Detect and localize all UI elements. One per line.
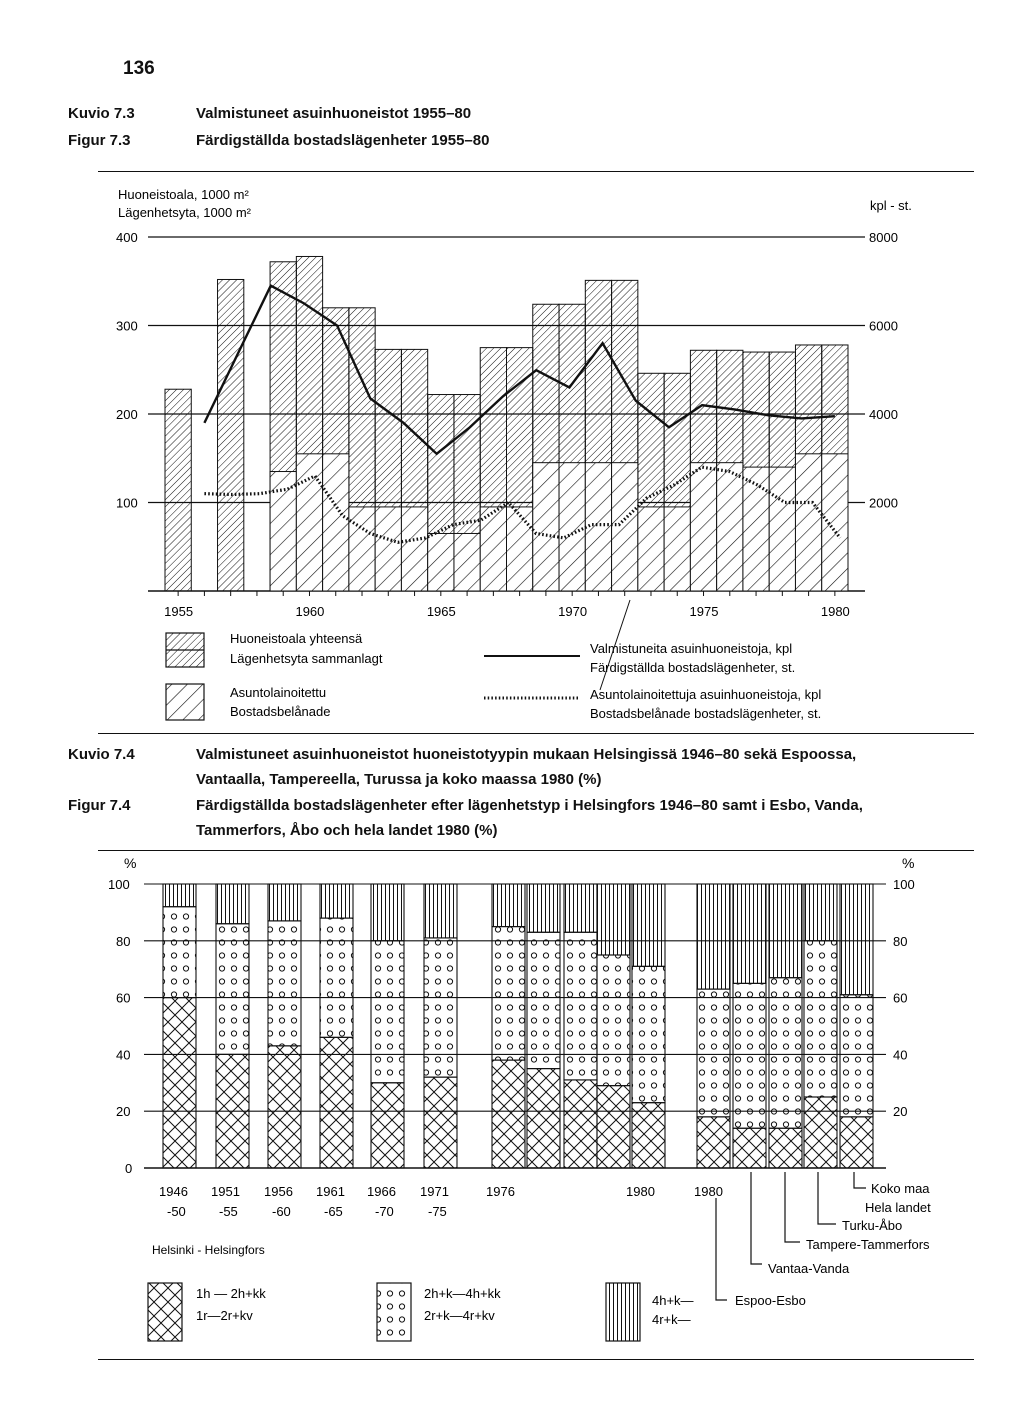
chart2-bar-large: [564, 884, 597, 932]
chart2-ytick-left: 20: [116, 1104, 131, 1120]
legend-dot-sv: Bostadsbelånade bostadslägenheter, st.: [590, 706, 822, 721]
legend-medium-2: 2r+k—4r+kv: [424, 1308, 495, 1323]
chart2-bar-medium: [424, 938, 457, 1077]
chart1-xtick-label: 1970: [558, 604, 588, 619]
chart2-bar-large: [632, 884, 665, 966]
region-koko-1: Koko maa: [871, 1181, 930, 1196]
chart2-bar-small: [527, 1069, 560, 1168]
region-turku: Turku-Åbo: [842, 1218, 903, 1233]
chart2-ytick-left: 40: [116, 1047, 131, 1063]
legend-line-sv: Färdigställda bostadslägenheter, st.: [590, 660, 796, 675]
legend-area-sv: Lägenhetsyta sammanlagt: [230, 651, 383, 666]
chart2-bar-medium: [492, 927, 525, 1060]
chart2-period-label-2: -75: [428, 1204, 447, 1219]
chart2-bar-small: [216, 1054, 249, 1168]
chart2-ytick-right: 60: [893, 990, 908, 1006]
figure-7-3-title-fi: Valmistuneet asuinhuoneistot 1955–80: [196, 105, 472, 122]
figure-7-3-label-fi: Kuvio 7.3: [68, 105, 135, 122]
chart1-ytick-right: 8000: [869, 230, 898, 245]
chart2-period-label: 1980: [626, 1184, 655, 1199]
chart2-bar-small: [371, 1083, 404, 1168]
chart2-bar-small: [320, 1037, 353, 1168]
chart2-bar-medium: [320, 918, 353, 1037]
legend-large-1: 4h+k—: [652, 1293, 694, 1308]
chart2-bar-large: [216, 884, 249, 924]
chart2-bar-large: [597, 884, 630, 955]
chart2-ytick-left: 100: [108, 877, 130, 892]
chart2-period-label-2: -60: [272, 1204, 291, 1219]
chart2-period-label: 1951: [211, 1184, 240, 1199]
chart2-bar-small: [163, 998, 196, 1168]
legend-large-swatch: [606, 1283, 640, 1341]
chart2-bar-small: [697, 1117, 730, 1168]
chart2-period-label: 1956: [264, 1184, 293, 1199]
chart2-bar-large: [371, 884, 404, 941]
chart2-bar-small: [632, 1103, 665, 1168]
chart2-bar-small: [268, 1046, 301, 1168]
chart2-bar-medium: [564, 932, 597, 1080]
region-vantaa: Vantaa-Vanda: [768, 1261, 850, 1276]
chart2-bar-large: [769, 884, 802, 978]
region-tampere: Tampere-Tammerfors: [806, 1237, 930, 1252]
legend-small-1: 1h — 2h+kk: [196, 1286, 266, 1301]
chart2-bar-medium: [527, 932, 560, 1068]
chart2-period-label: 1961: [316, 1184, 345, 1199]
chart2-period-label-2: -50: [167, 1204, 186, 1219]
chart2-period-label-2: -65: [324, 1204, 343, 1219]
chart2-bar-large: [733, 884, 766, 983]
chart1-xtick-label: 1955: [164, 604, 194, 619]
page-number: 136: [123, 58, 155, 79]
chart2-bar-medium: [733, 983, 766, 1128]
legend-medium-1: 2h+k—4h+kk: [424, 1286, 501, 1301]
chart2-bar-medium: [804, 941, 837, 1097]
chart2-bar-large: [320, 884, 353, 918]
chart2-period-label: 1966: [367, 1184, 396, 1199]
figure-7-3-title-sv: Färdigställda bostadslägenheter 1955–80: [196, 132, 490, 149]
chart2-period-label: 1980: [694, 1184, 723, 1199]
chart1-ytick-right: 2000: [869, 495, 898, 511]
chart2-ylabel-right: %: [902, 855, 915, 871]
chart2-bar-small: [804, 1097, 837, 1168]
chart2-bar-small: [597, 1086, 630, 1168]
figure-7-4-title-sv-1: Färdigställda bostadslägenheter efter lägenhetstyp i Helsingfors 1946–80 samt i Esbo, Vanda,: [196, 797, 863, 814]
chart2-stacked-bars: [163, 884, 873, 1168]
chart2-bar-large: [424, 884, 457, 938]
chart1-ytick-left: 200: [116, 407, 138, 422]
legend-line-fi: Valmistuneita asuinhuoneistoja, kpl: [590, 641, 793, 656]
chart2-ylabel-left: %: [124, 855, 137, 871]
region-koko-2: Hela landet: [865, 1200, 931, 1215]
figure-7-4-title-fi-1: Valmistuneet asuinhuoneistot huoneistotyypin mukaan Helsingissä 1946–80 sekä Espoossa,: [196, 746, 857, 763]
chart2-ytick-right: 80: [893, 933, 908, 949]
chart1-ylabel-left-1: Huoneistoala, 1000 m²: [118, 187, 249, 202]
figure-7-3-label-sv: Figur 7.3: [68, 132, 131, 149]
chart2-period-label-2: -55: [219, 1204, 238, 1219]
chart2-period-label: 1971: [420, 1184, 449, 1199]
chart2-ytick-left: 0: [125, 1161, 133, 1176]
chart1-xtick-label: 1975: [689, 604, 719, 619]
chart2-ytick-right: 20: [893, 1104, 908, 1120]
chart2-bar-large: [163, 884, 196, 907]
chart1-xtick-label: 1965: [426, 604, 456, 619]
chart2-period-label-2: -70: [375, 1204, 394, 1219]
chart1-ytick-left: 100: [116, 495, 138, 511]
legend-small-2: 1r—2r+kv: [196, 1308, 253, 1323]
chart2-bar-medium: [632, 966, 665, 1102]
chart2-bar-medium: [697, 989, 730, 1117]
legend-small-swatch: [148, 1283, 182, 1341]
chart2-bar-small: [769, 1128, 802, 1168]
figure-7-4-label-fi: Kuvio 7.4: [68, 746, 135, 763]
chart2-bar-large: [492, 884, 525, 927]
chart1-ytick-right: 6000: [869, 318, 898, 334]
helsinki-label: Helsinki - Helsingfors: [152, 1243, 265, 1257]
region-espoo: Espoo-Esbo: [735, 1293, 806, 1308]
chart1-ytick-left: 300: [116, 318, 138, 334]
legend-loan-fi: Asuntolainoitettu: [230, 685, 327, 700]
chart2-bar-medium: [597, 955, 630, 1086]
chart2-bar-small: [424, 1077, 457, 1168]
chart1-ylabel-left-2: Lägenhetsyta, 1000 m²: [118, 205, 251, 220]
chart2-bar-small: [492, 1060, 525, 1168]
chart2-bar-medium: [163, 907, 196, 998]
figure-7-4-title-fi-2: Vantaalla, Tampereella, Turussa ja koko maassa 1980 (%): [196, 771, 602, 788]
chart2-period-label: 1976: [486, 1184, 515, 1199]
chart2-bar-medium: [840, 995, 873, 1117]
chart1-xtick-label: 1960: [295, 604, 325, 619]
figure-7-4-label-sv: Figur 7.4: [68, 797, 131, 814]
chart1-ytick-left: 400: [116, 230, 138, 245]
chart2-bar-medium: [268, 921, 301, 1046]
chart2-bar-small: [840, 1117, 873, 1168]
chart2-ytick-left: 60: [116, 990, 131, 1006]
chart2-bar-small: [564, 1080, 597, 1168]
chart2-bar-small: [733, 1128, 766, 1168]
chart1-xtick-label: 1980: [820, 604, 850, 619]
legend-dot-fi: Asuntolainoitettuja asuinhuoneistoja, kpl: [590, 687, 822, 702]
chart2-ytick-left: 80: [116, 933, 131, 949]
chart1-ytick-right: 4000: [869, 407, 898, 422]
bottom-rule: [98, 1359, 974, 1360]
chart2-bar-large: [697, 884, 730, 989]
legend-area-fi: Huoneistoala yhteensä: [230, 631, 363, 646]
legend-large-2: 4r+k—: [652, 1312, 691, 1327]
chart2-period-label: 1946: [159, 1184, 188, 1199]
chart2-bar-medium: [371, 941, 404, 1083]
legend-loan-sv: Bostadsbelånade: [230, 704, 331, 719]
chart2-ytick-right: 40: [893, 1047, 908, 1063]
legend-medium-swatch: [377, 1283, 411, 1341]
figure-7-4-title-sv-2: Tammerfors, Åbo och hela landet 1980 (%): [196, 822, 498, 839]
chart2-bar-medium: [216, 924, 249, 1055]
chart2-bar-large: [804, 884, 837, 941]
chart2-bar-large: [268, 884, 301, 921]
chart2-bar-large: [527, 884, 560, 932]
chart2-bar-large: [840, 884, 873, 995]
chart2-bar-medium: [769, 978, 802, 1129]
chart1-ylabel-right: kpl - st.: [870, 198, 912, 213]
chart2-ytick-right: 100: [893, 877, 915, 892]
